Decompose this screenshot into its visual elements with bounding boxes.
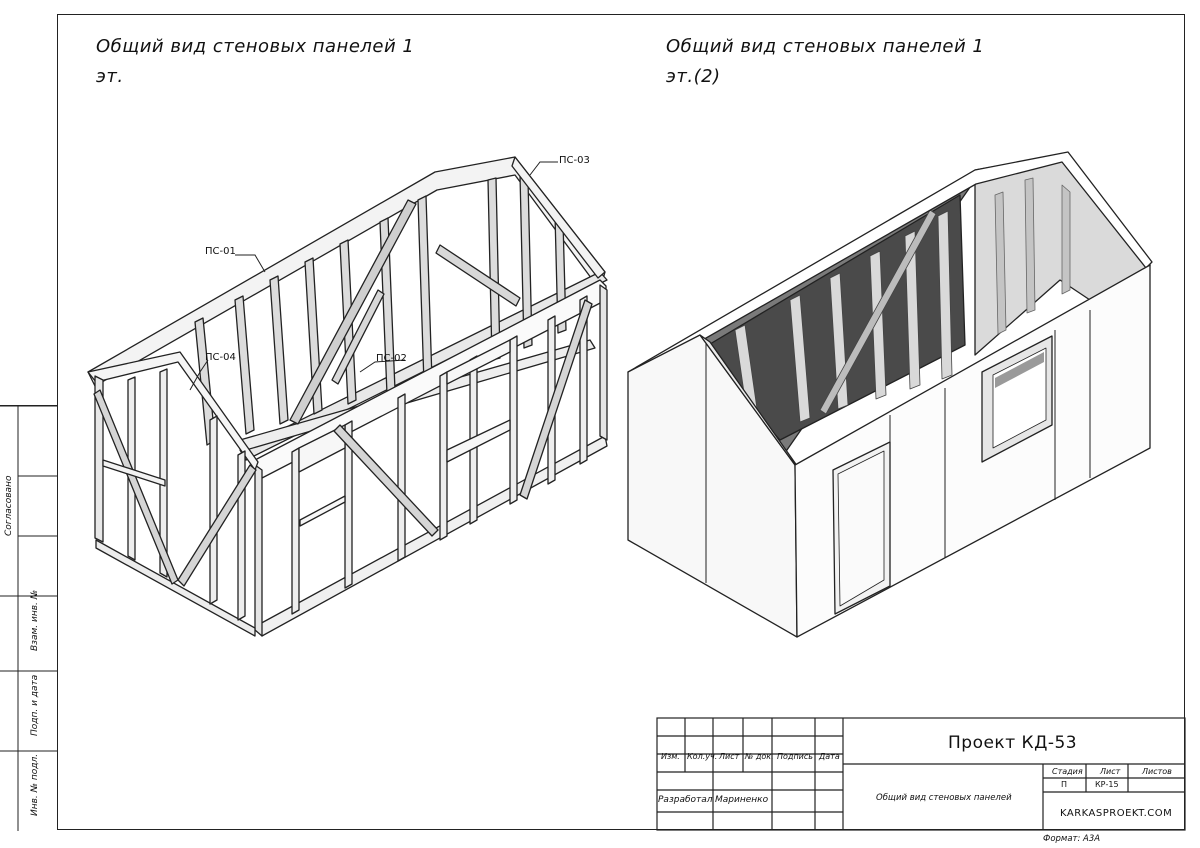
col-ndok: № док. [745,752,774,761]
callout-ps01: ПС-01 [205,246,236,257]
callout-ps03: ПС-03 [559,155,590,166]
sheet-value: КР-15 [1095,780,1119,789]
side-label-replace-inv: Взам. инв. № [30,589,40,651]
company-name: KARKASPROEKT.COM [1060,808,1173,819]
sheet-format: Формат: А3А [1043,834,1101,844]
col-izm: Изм. [661,752,680,761]
side-label-sign-date: Подп. и дата [30,674,40,736]
col-podpis: Подпись [777,752,813,761]
project-title: Проект КД-53 [948,733,1078,753]
sheet-label: Лист [1100,767,1121,776]
callout-ps04: ПС-04 [205,352,236,363]
sheets-label: Листов [1142,767,1172,776]
right-view-title-line1: Общий вид стеновых панелей 1 [666,36,985,57]
side-label-inv-orig: Инв. № подл. [30,753,40,816]
side-label-agreed: Согласовано [4,475,14,536]
right-view-title-line2: эт.(2) [666,66,721,87]
callout-ps02: ПС-02 [376,353,407,364]
col-data: Дата [819,752,840,761]
stage-value: П [1061,780,1068,789]
developed-label: Разработал [658,795,713,805]
stage-label: Стадия [1052,767,1083,776]
col-list: Лист [719,752,740,761]
col-koluch: Кол.уч. [687,752,718,761]
left-view-title-line2: эт. [96,66,124,87]
developer-name: Мариненко [715,795,769,805]
left-view-title-line1: Общий вид стеновых панелей 1 [96,36,415,57]
sheet-title: Общий вид стеновых панелей [876,793,1012,803]
